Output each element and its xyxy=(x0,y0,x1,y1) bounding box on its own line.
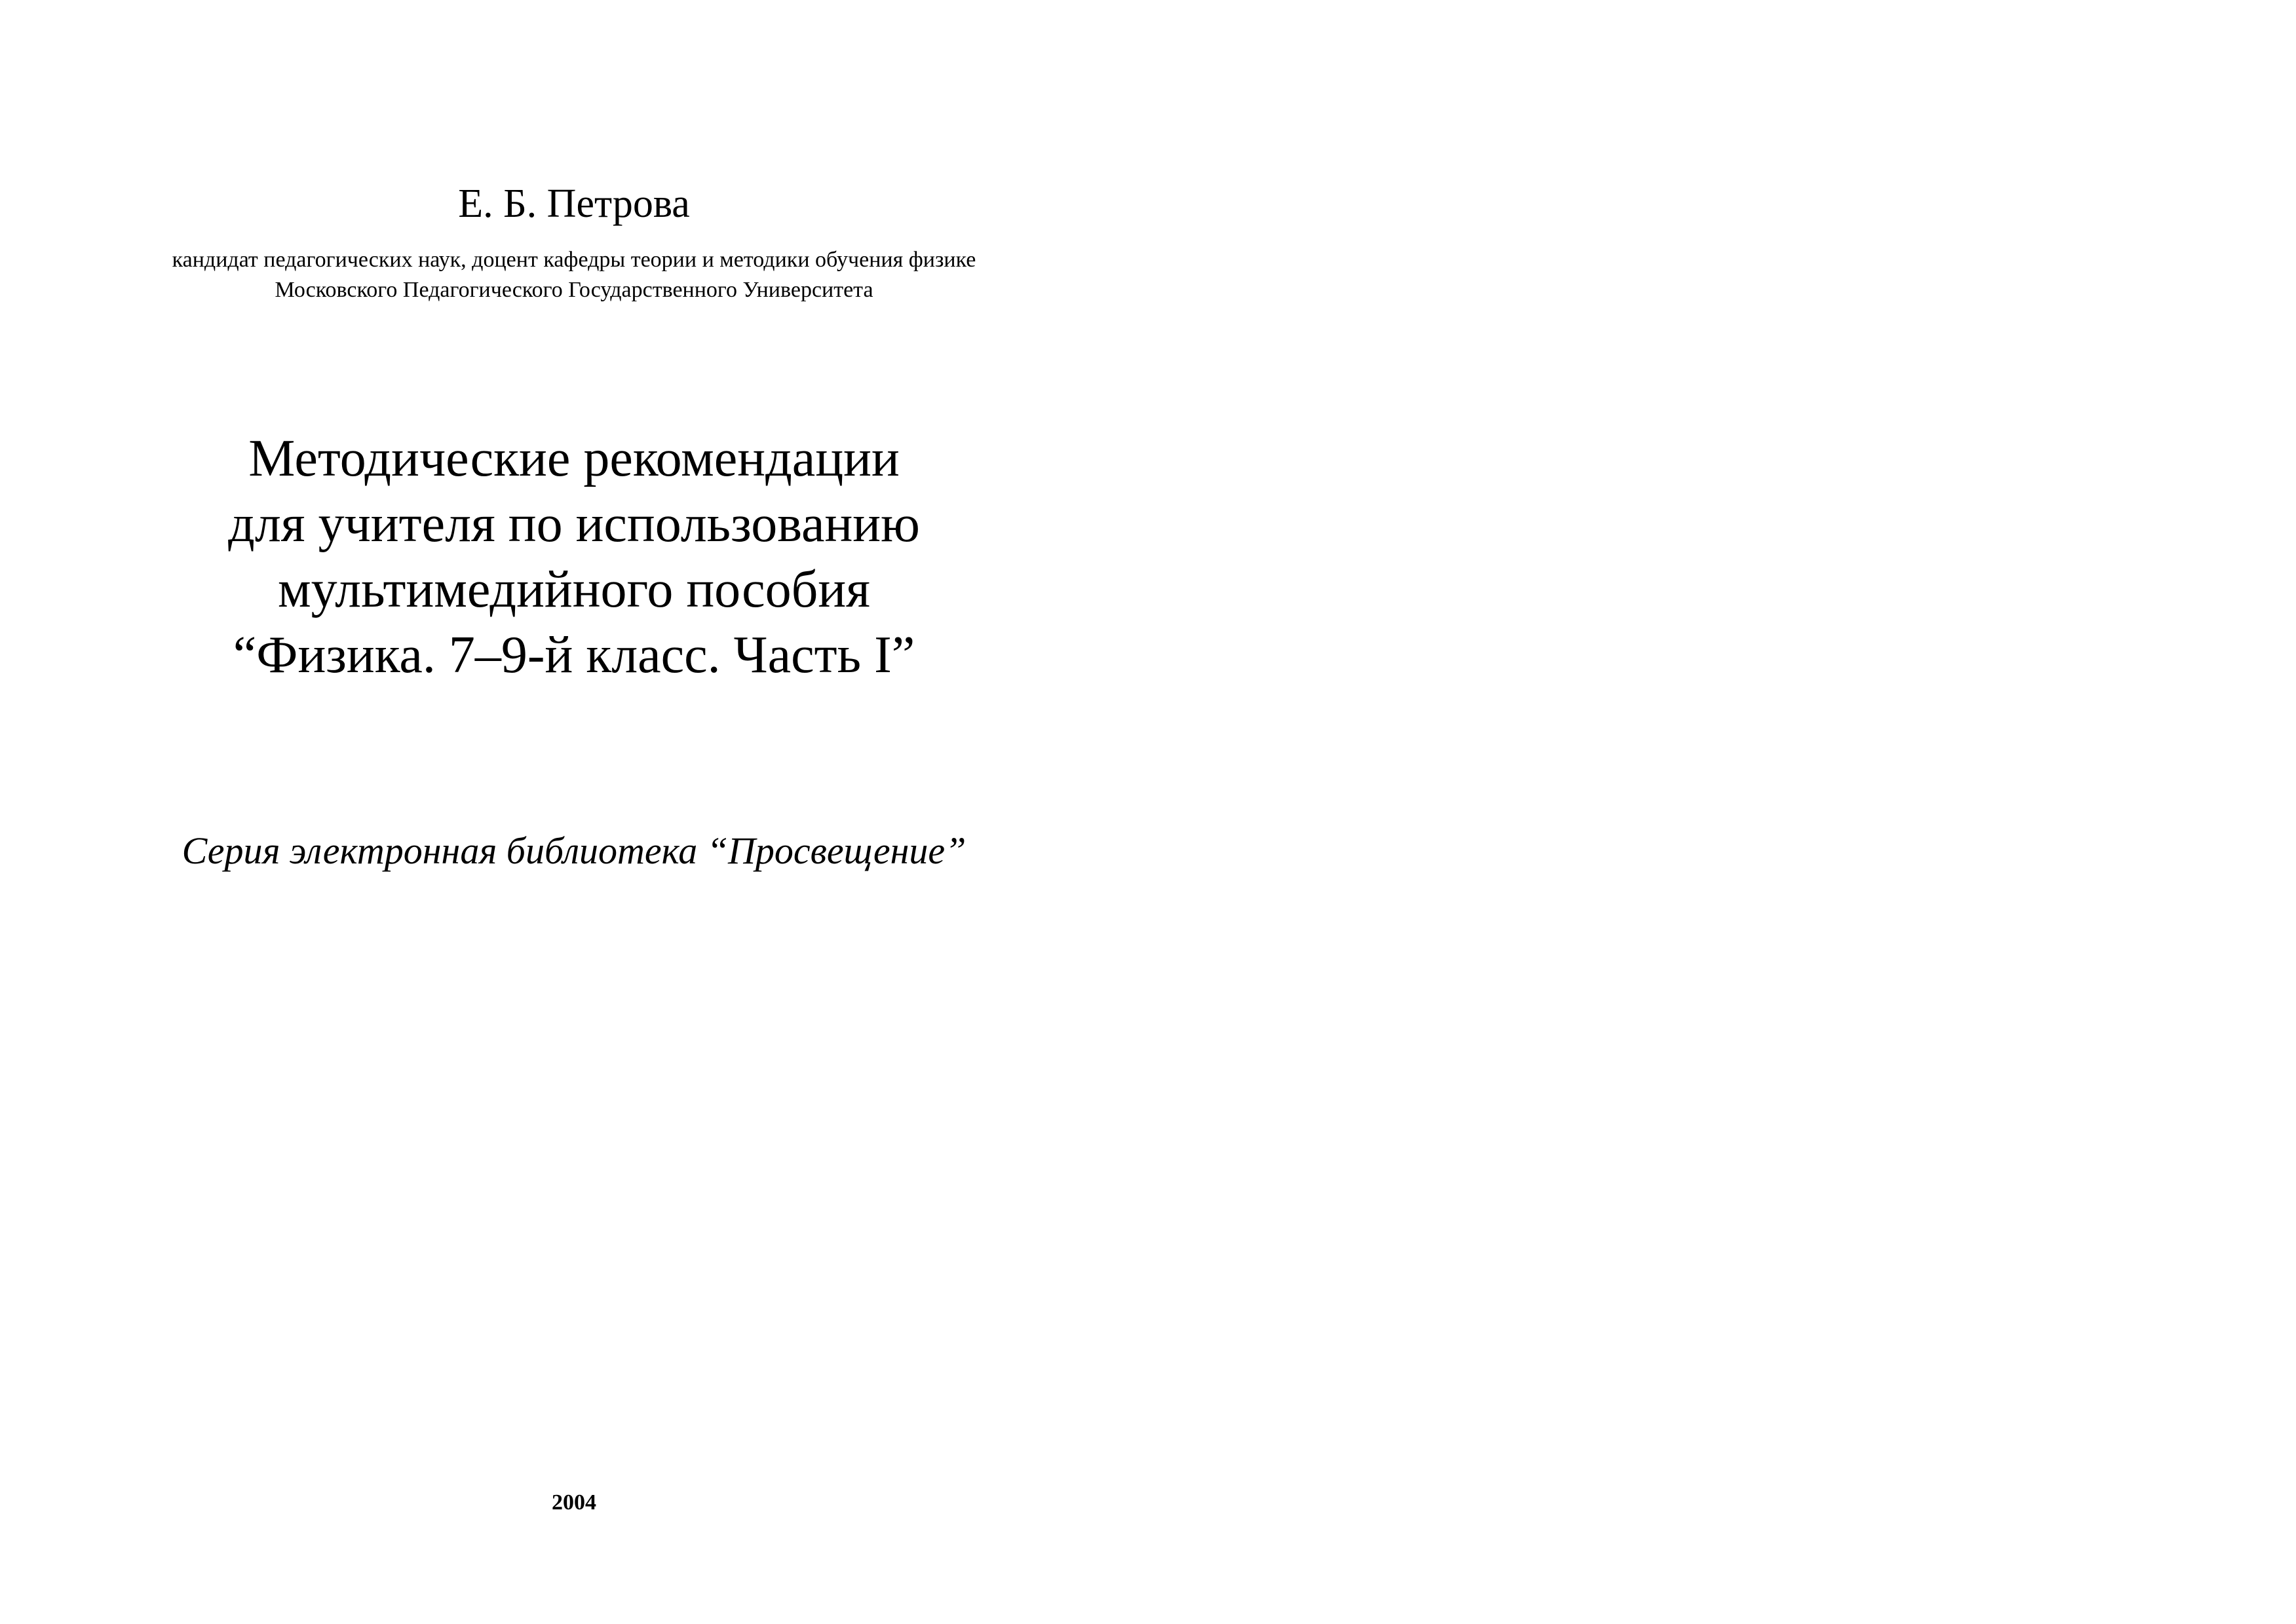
title-line: “Физика. 7–9-й класс. Часть I” xyxy=(233,626,915,684)
right-page-blank xyxy=(1148,0,2296,1624)
title-line: мультимедийного пособия xyxy=(278,561,870,618)
author-affiliation xyxy=(0,245,1148,305)
title-line: Методические рекомендации xyxy=(248,430,900,487)
title-line: для учителя по использованию xyxy=(228,495,920,553)
affiliation-line: кандидат педагогических наук, доцент кафедры теории и методики обучения физике xyxy=(172,248,976,272)
book-title xyxy=(0,426,1148,688)
series-name: Серия электронная библиотека “Просвещение” xyxy=(182,829,966,872)
author-name: Е. Б. Петрова xyxy=(458,181,690,226)
affiliation-line: Московского Педагогического Государственного Университета xyxy=(275,278,873,302)
publication-year: 2004 xyxy=(552,1490,596,1515)
